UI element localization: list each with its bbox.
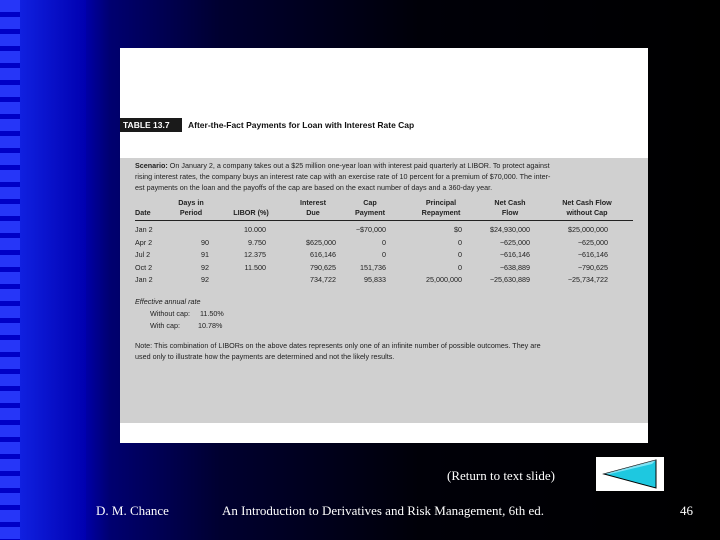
footer-book-title: An Introduction to Derivatives and Risk Management, 6th ed. (222, 503, 545, 518)
table-cell: −616,146 (499, 250, 530, 259)
col-header-interest-due: Interest Due (300, 198, 326, 217)
table-cell: Jan 2 (135, 275, 153, 284)
scenario-line: On January 2, a company takes out a $25 million one-year loan with interest paid quarterly at LIBOR. To protect against (169, 161, 550, 170)
table-cell: 11.500 (244, 262, 266, 272)
table-cell: 9.750 (248, 237, 266, 247)
table-cell: −625,000 (577, 237, 608, 247)
note-line: used only to illustrate how the payments are determined and not the likely results. (135, 352, 395, 361)
table-cell: $625,000 (306, 237, 336, 247)
col-header-principal: Principal Repayment (421, 198, 461, 217)
col-header-libor: LIBOR (%) (233, 208, 269, 217)
without-cap-label: Without cap: (150, 309, 190, 318)
footer-author: D. M. Chance (96, 503, 169, 518)
col-header-date: Date (135, 208, 151, 217)
table-cell: 92 (201, 275, 209, 284)
decorative-left-strip (0, 0, 20, 540)
table-cell: −25,630,889 (489, 275, 530, 284)
with-cap-value: 10.78% (197, 321, 223, 330)
scenario-text (135, 160, 640, 193)
table-cell: −$70,000 (355, 225, 386, 234)
return-link-text[interactable]: (Return to text slide) (447, 468, 555, 483)
table-number-label: TABLE 13.7 (120, 118, 182, 132)
scenario-label: Scenario: (135, 161, 168, 170)
table-image-panel (120, 48, 648, 443)
table-cell: 12.375 (244, 250, 266, 259)
table-cell: −638,889 (499, 262, 530, 272)
table-cell: 90 (201, 237, 209, 247)
table-cell: Apr 2 (135, 237, 153, 247)
table-title-row (120, 118, 648, 132)
table-cell: 95,833 (364, 275, 386, 284)
effective-rate-block (135, 296, 224, 332)
col-header-days: Days in Period (178, 198, 204, 217)
footer-page-number: 46 (680, 503, 693, 518)
table-cell: 0 (458, 237, 462, 247)
table-cell: 0 (458, 250, 462, 259)
scenario-line: est payments on the loan and the payoffs of the cap are based on the exact number of days and a 360-day year. (135, 183, 493, 192)
table-cell: 0 (458, 262, 462, 272)
table-cell: −625,000 (499, 237, 530, 247)
table-cell: 0 (382, 237, 386, 247)
left-triangle-icon (596, 457, 664, 491)
table-cell: 10.000 (244, 225, 266, 234)
effective-rate-label: Effective annual rate (135, 297, 201, 306)
table-cell: 151,736 (360, 262, 386, 272)
header-rule (135, 220, 633, 221)
col-header-net-cash-flow-no-cap: Net Cash Flow without Cap (562, 198, 612, 217)
table-cell: $24,930,000 (490, 225, 530, 234)
note-line: Note: This combination of LIBORs on the above dates represents only one of an infinite number of possible outcomes. They are (135, 341, 541, 350)
table-cell: 92 (201, 262, 209, 272)
table-cell: −25,734,722 (567, 275, 608, 284)
table-cell: 0 (382, 250, 386, 259)
table-cell: Jul 2 (135, 250, 151, 259)
table-cell: 25,000,000 (426, 275, 462, 284)
without-cap-value: 11.50% (199, 309, 224, 318)
table-note (135, 340, 640, 362)
decorative-blue-band (20, 0, 86, 540)
table-cell: Oct 2 (135, 262, 153, 272)
table-cell: $25,000,000 (568, 225, 608, 234)
table-cell: $0 (454, 225, 462, 234)
with-cap-label: With cap: (150, 321, 180, 330)
table-cell: 616,146 (310, 250, 336, 259)
back-button[interactable] (595, 456, 665, 492)
scenario-line: rising interest rates, the company buys an interest rate cap with an exercise rate of 10 percent for a premium of $70,000. The inter- (135, 172, 551, 181)
return-link[interactable] (447, 458, 587, 492)
table-cell: 790,625 (310, 262, 336, 272)
table-body (120, 158, 648, 423)
table-cell: Jan 2 (135, 225, 153, 234)
table-cell: −616,146 (577, 250, 608, 259)
col-header-net-cash-flow: Net Cash Flow (494, 198, 526, 217)
col-header-cap-payment: Cap Payment (355, 198, 385, 217)
table-cell: −790,625 (577, 262, 608, 272)
table-cell: 734,722 (310, 275, 336, 284)
table-cell: 91 (201, 250, 209, 259)
table-title: After-the-Fact Payments for Loan with Interest Rate Cap (188, 120, 415, 130)
